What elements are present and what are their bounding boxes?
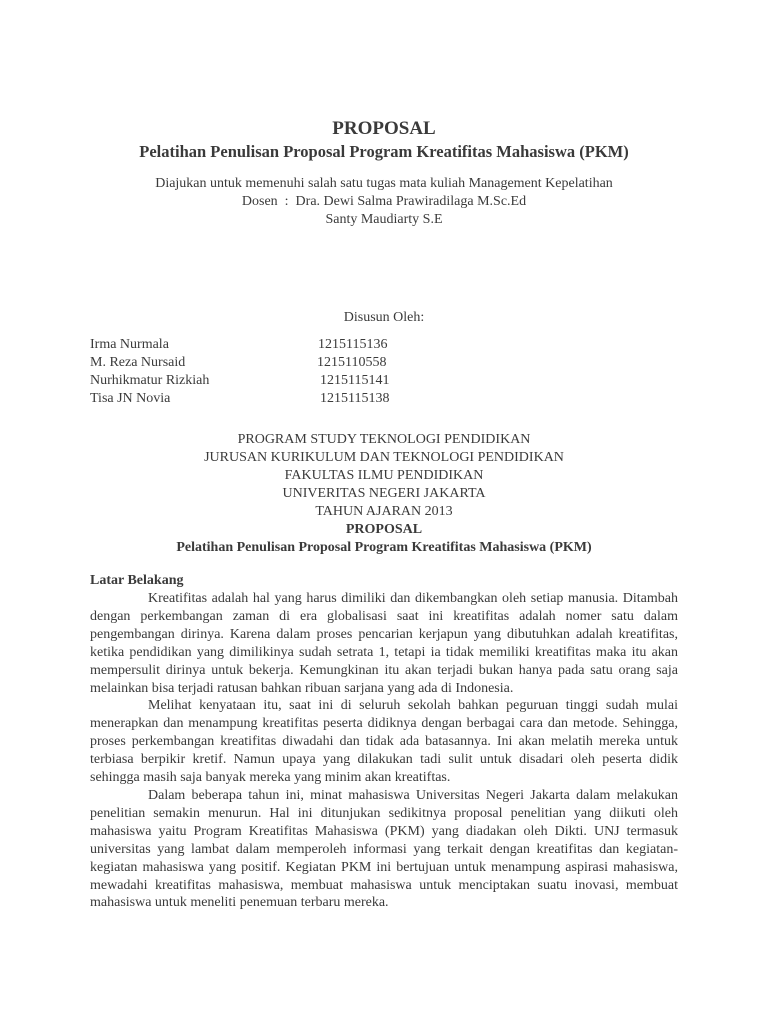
member-row xyxy=(90,336,388,354)
paragraph: Melihat kenyataan itu, saat ini di seluruh sekolah bahkan peguruan tinggi sudah mulai menerapkan dan menampung kreatifitas peserta didiknya dengan berbagai cara dan metode. Sehingga, proses perkembangan kreatifitas diwadahi dan tidak ada batasannya. Ini akan melatih mereka untuk terbiasa berpikir kretif. Namun upaya yang dilakukan tadi sulit untuk disadari oleh peserta didik sehingga masih saja banyak mereka yang minim akan kreatiftas. xyxy=(90,698,678,786)
member-list xyxy=(90,336,390,408)
member-row xyxy=(90,390,390,408)
paragraph: Kreatifitas adalah hal yang harus dimiliki dan dikembangkan oleh setiap manusia. Ditambah dengan perkembangan zaman di era globalisasi saat ini kreatifitas adalah nomer satu dalam pengembangan dirinya. Karena dalam proses pencarian kerjapun yang dibutuhkan adalah kreatifitas, ketika pendidikan yang dimilikinya sudah setrata 1, tetapi ia tidak memiliki kreatifitas maka itu akan mempersulit dirinya untuk bekerja. Kemungkinan itu akan terjadi bukan hanya pada satu orang saja melainkan bisa terjadi ratusan bahkan ribuan sarjana yang ada di Indonesia. xyxy=(90,591,678,696)
member-nim: 1215115138 xyxy=(320,391,390,406)
compiled-by-label: Disusun Oleh: xyxy=(343,310,425,325)
body-text xyxy=(90,590,678,912)
paragraph: Dalam beberapa tahun ini, minat mahasiswa Universitas Negeri Jakarta dalam melakukan penelitian semakin menurun. Hal ini ditunjukan sedikitnya proposal penelitian yang diikuti oleh mahasiswa yaitu Program Kreatifitas Mahasiswa (PKM) yang diadakan oleh Dikti. UNJ termasuk universitas yang lambat dalam memperoleh informasi yang terkait dengan kreatifitas dan kegiatan-kegiatan mahasiswa yang positif. Kegiatan PKM ini bertujuan untuk menampung aspirasi mahasiswa, mewadahi kreatifitas mahasiswa, membuat mahasiswa untuk menciptakan suatu inovasi, membuat mahasiswa untuk meneliti penemuan terbaru mereka. xyxy=(90,787,678,911)
submission-purpose: Diajukan untuk memenuhi salah satu tugas mata kuliah Management Kepelatihan xyxy=(155,176,613,191)
member-row xyxy=(90,372,390,390)
program-study: PROGRAM STUDY TEKNOLOGI PENDIDIKAN xyxy=(237,432,531,447)
member-name: M. Reza Nursaid xyxy=(90,355,186,370)
cover-title: PROPOSAL xyxy=(332,118,436,139)
member-nim: 1215115136 xyxy=(318,337,388,352)
university: UNIVERITAS NEGERI JAKARTA xyxy=(282,486,486,501)
cover-subtitle: Pelatihan Penulisan Proposal Program Kreatifitas Mahasiswa (PKM) xyxy=(139,142,629,161)
member-nim: 1215115141 xyxy=(320,373,390,388)
section-heading: Latar Belakang xyxy=(90,573,184,588)
academic-year: TAHUN AJARAN 2013 xyxy=(315,504,453,519)
faculty: FAKULTAS ILMU PENDIDIKAN xyxy=(284,468,484,483)
lecturer-2: Santy Maudiarty S.E xyxy=(325,212,443,227)
content-title: PROPOSAL xyxy=(345,522,423,537)
member-row xyxy=(90,354,387,372)
content-subtitle: Pelatihan Penulisan Proposal Program Kreatifitas Mahasiswa (PKM) xyxy=(176,540,592,555)
member-name: Tisa JN Novia xyxy=(90,391,171,406)
member-name: Irma Nurmala xyxy=(90,337,169,352)
lecturer-line: Dosen : Dra. Dewi Salma Prawiradilaga M.Sc.Ed xyxy=(241,194,527,209)
member-nim: 1215110558 xyxy=(317,355,387,370)
member-name: Nurhikmatur Rizkiah xyxy=(90,373,210,388)
department: JURUSAN KURIKULUM DAN TEKNOLOGI PENDIDIKAN xyxy=(204,450,564,465)
